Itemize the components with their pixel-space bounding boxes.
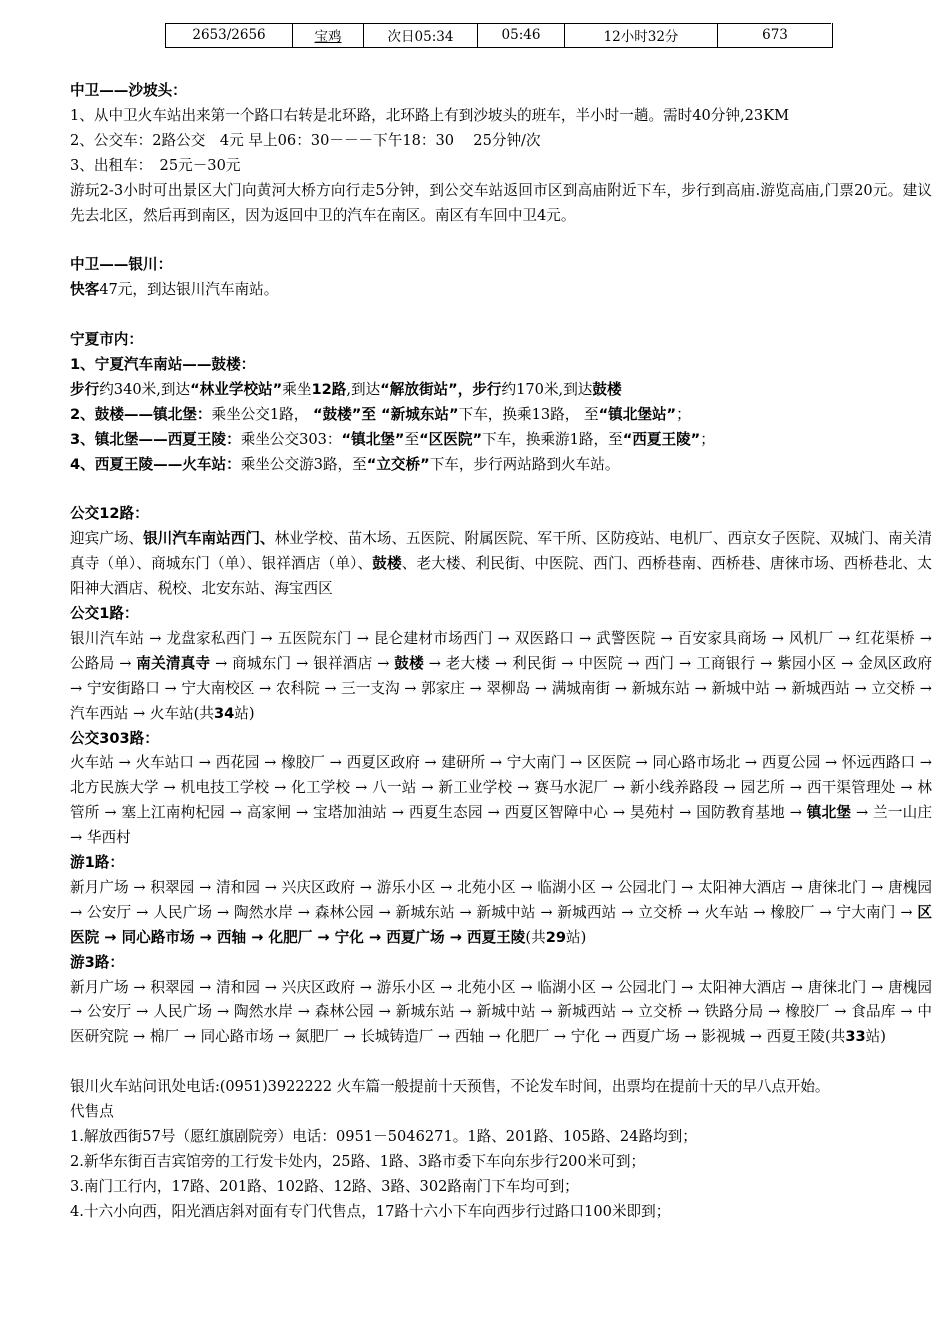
distance-cell: 673 bbox=[718, 23, 833, 48]
ticket-agencies-title: 代售点 bbox=[70, 1103, 114, 1121]
paragraph: 快客47元，到达银川汽车南站。 bbox=[70, 281, 279, 299]
bus-303-title: 公交303路： bbox=[70, 729, 159, 747]
tour-1-stops: 新月广场 → 积翠园 → 清和园 → 兴庆区政府 → 游乐小区 → 北苑小区 → 临湖小区 → 公园北门 → 太阳神大酒店 → 唐徕北门 → 唐槐园 → 公安厅 → 人民广场 → 陶然水岸 → 森林公园 → 新城东站 → 新城中站 → 新城西站 → 立交桥 → 火车站 → 橡胶厂 → 宁大南门 → 区医院 → 同心路市场 → 西轴 → 化肥厂 → 宁化 → 西夏广场 → 西夏王陵(共29站) bbox=[70, 878, 932, 946]
ticket-agency-item: 4.十六小向西，阳光酒店斜对面有专门代售点，17路十六小下车向西步行过路口100米即到； bbox=[70, 1202, 671, 1220]
paragraph: 1、从中卫火车站出来第一个路口右转是北环路，北环路上有到沙坡头的班车，半小时一趟。需时40分钟,23KM bbox=[70, 106, 790, 124]
paragraph: 2、公交车：2路公交 4元 早上06：30－－－下午18：30 25分钟/次 bbox=[70, 131, 541, 149]
train-number-cell: 2653/2656 bbox=[166, 23, 293, 48]
bus-12-stops: 迎宾广场、银川汽车南站西门、林业学校、苗木场、五医院、附属医院、军干所、区防疫站、电机厂、西京女子医院、双城门、南关清真寺（单）、商城东门（单）、银祥酒店（单）、鼓楼、老大楼、利民街、中医院、西门、西桥巷南、西桥巷、唐徕市场、西桥巷北、太阳神大酒店、税校、北安东站、海宝西区 bbox=[70, 530, 932, 598]
paragraph: 游玩2-3小时可出景区大门向黄河大桥方向行走5分钟，到公交车站返回市区到高庙附近下车，步行到高庙.游览高庙,门票20元。建议先去北区，然后再到南区，因为返回中卫的汽车在南区。南区有车回中卫4元。 bbox=[70, 181, 932, 224]
ticket-info: 银川火车站问讯处电话:(0951)3922222 火车篇一般提前十天预售，不论发车时间，出票均在提前十天的早八点开始。 bbox=[70, 1078, 830, 1096]
bus-303-stops: 火车站 → 火车站口 → 西花园 → 橡胶厂 → 西夏区政府 → 建研所 → 宁大南门 → 区医院 → 同心路市场北 → 西夏公园 → 怀远西路口 → 北方民族大学 → 机电技工学校 → 化工学校 → 八一站 → 新工业学校 → 赛马水泥厂 → 新小线养路段 → 园艺所 → 西干渠管理处 → 林管所 → 塞上江南枸杞园 → 高家闸 → 宝塔加油站 → 西夏生态园 → 西夏区智障中心 → 昊苑村 → 国防教育基地 → 镇北堡 → 兰一山庄 → 华西村 bbox=[70, 754, 932, 847]
route-step-2: 2、鼓楼——镇北堡：乘坐公交1路， “鼓楼”至 “新城东站”下车，换乘13路， 至“镇北堡站”； bbox=[70, 405, 691, 423]
route-step-3: 3、镇北堡——西夏王陵：乘坐公交303：“镇北堡”至“区医院”下车，换乘游1路，至“西夏王陵”； bbox=[70, 430, 715, 448]
bus-1-title: 公交1路： bbox=[70, 604, 139, 622]
ticket-agency-item: 1.解放西街57号（愿红旗剧院旁）电话：0951－5046271。1路、201路、105路、24路均到； bbox=[70, 1128, 697, 1145]
section-title-city: 宁夏市内： bbox=[70, 331, 143, 349]
bus-1-stops: 银川汽车站 → 龙盘家私西门 → 五医院东门 → 昆仑建材市场西门 → 双医路口 → 武警医院 → 百安家具商场 → 风机厂 → 红花渠桥 → 公路局 → 南关清真寺 → 商城东门 → 银祥酒店 → 鼓楼 → 老大楼 → 利民街 → 中医院 → 西门 → 工商银行 → 紫园小区 → 金凤区政府 → 宁安街路口 → 宁大南校区 → 农科院 → 三一支沟 → 郭家庄 → 翠柳岛 → 满城南街 → 新城东站 → 新城中站 → 新城西站 → 立交桥 → 汽车西站 → 火车站(共34站) bbox=[70, 629, 932, 722]
tour-1-title: 游1路： bbox=[70, 854, 124, 872]
departure-cell: 05:46 bbox=[478, 23, 565, 48]
destination-cell[interactable] bbox=[293, 23, 364, 48]
table-row bbox=[166, 23, 833, 48]
paragraph: 3、出租车： 25元－30元 bbox=[70, 156, 241, 174]
bus-12-title: 公交12路： bbox=[70, 505, 149, 523]
route-step-4: 4、西夏王陵——火车站：乘坐公交游3路，至“立交桥”下车，步行两站路到火车站。 bbox=[70, 455, 620, 473]
destination-link[interactable]: 宝鸡 bbox=[314, 29, 342, 45]
section-title-zhongwei-shapotou: 中卫——沙坡头： bbox=[70, 82, 187, 99]
document-body bbox=[70, 79, 932, 1225]
train-schedule-table bbox=[165, 23, 833, 48]
tour-3-stops: 新月广场 → 积翠园 → 清和园 → 兴庆区政府 → 游乐小区 → 北苑小区 → 临湖小区 → 公园北门 → 太阳神大酒店 → 唐徕北门 → 唐槐园 → 公安厅 → 人民广场 → 陶然水岸 → 森林公园 → 新城东站 → 新城中站 → 新城西站 → 立交桥 → 铁路分局 → 橡胶厂 → 食品库 → 中医研究院 → 棉厂 → 同心路市场 → 氮肥厂 → 长城铸造厂 → 西轴 → 化肥厂 → 宁化 → 西夏广场 → 影视城 → 西夏王陵(共33站) bbox=[70, 978, 932, 1046]
duration-cell: 12小时32分 bbox=[565, 23, 718, 48]
route-step-1-title: 1、宁夏汽车南站——鼓楼： bbox=[70, 355, 256, 373]
ticket-agency-item: 3.南门工行内，17路、201路、102路、12路、3路、302路南门下车均可到； bbox=[70, 1177, 579, 1195]
ticket-agency-item: 2.新华东街百吉宾馆旁的工行发卡处内，25路、1路、3路市委下车向东步行200米可到； bbox=[70, 1152, 646, 1170]
section-title-zhongwei-yinchuan: 中卫——银川： bbox=[70, 256, 173, 274]
route-step-1: 步行约340米,到达“林业学校站”乘坐12路,到达“解放街站”，步行约170米,到达鼓楼 bbox=[70, 380, 622, 398]
tour-3-title: 游3路： bbox=[70, 953, 124, 971]
arrival-cell: 次日05:34 bbox=[364, 23, 478, 48]
